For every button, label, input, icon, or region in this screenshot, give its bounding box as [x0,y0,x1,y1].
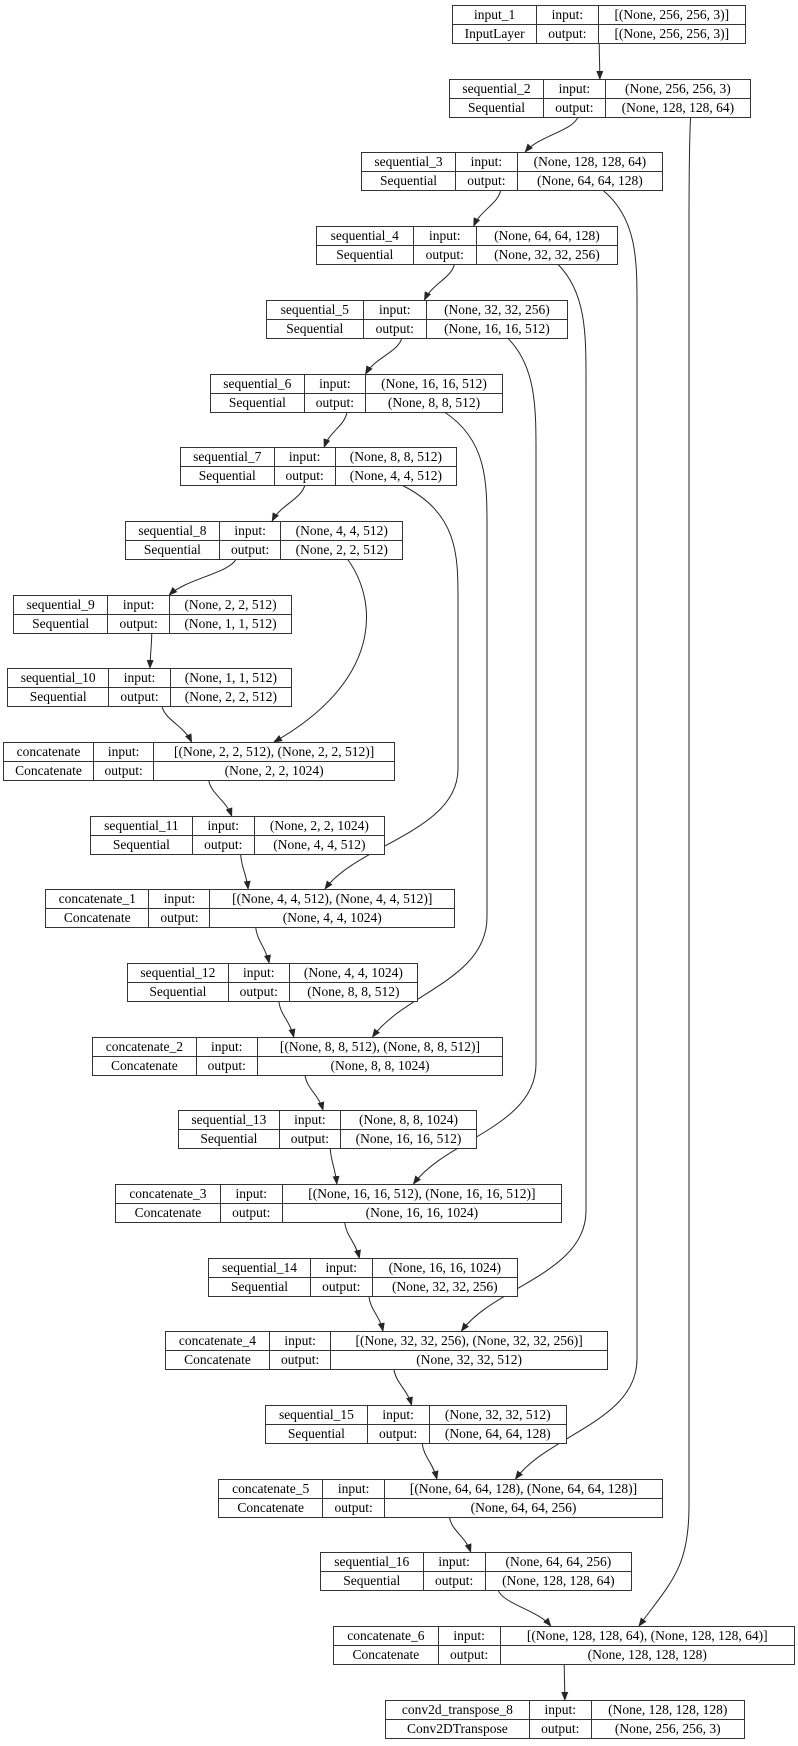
input-shape: [(None, 4, 4, 512), (None, 4, 4, 512)] [210,890,455,909]
edge-sequential_14-to-concatenate_4 [369,1296,383,1331]
input-label: input: [537,6,598,25]
node-sequential_6 [210,374,503,413]
layer-name: conv2d_transpose_8 [386,1701,530,1720]
edge-concatenate-to-sequential_11 [209,780,232,816]
input-shape: (None, 16, 16, 1024) [372,1259,517,1278]
input-shape: [(None, 128, 128, 64), (None, 128, 128, 64)] [500,1627,795,1646]
output-label: output: [109,688,170,707]
node-concatenate_4 [165,1331,608,1370]
input-label: input: [544,80,606,99]
layer-name: concatenate [4,743,94,762]
layer-class: Concatenate [4,762,94,781]
edge-sequential_9-to-sequential_10 [150,633,152,668]
layer-name: sequential_8 [126,522,220,541]
output-shape: (None, 16, 16, 512) [426,320,567,339]
input-label: input: [219,522,281,541]
layer-name: concatenate_4 [166,1332,270,1351]
node-sequential_10 [7,668,292,707]
output-shape: [(None, 256, 256, 3)] [598,25,745,44]
edge-sequential_2-to-sequential_3 [525,117,578,152]
input-shape: (None, 8, 8, 512) [335,448,456,467]
output-shape: (None, 2, 2, 1024) [154,762,395,781]
layer-class: Sequential [266,1425,368,1444]
input-shape: (None, 8, 8, 1024) [340,1111,476,1130]
output-shape: (None, 64, 64, 128) [429,1425,566,1444]
output-label: output: [196,1057,257,1076]
layer-name: sequential_16 [321,1553,424,1572]
node-concatenate_2 [92,1037,503,1076]
output-label: output: [269,1351,330,1370]
input-label: input: [109,669,170,688]
input-label: input: [228,964,289,983]
input-label: input: [310,1259,372,1278]
layer-name: input_1 [453,6,537,25]
input-label: input: [323,1480,385,1499]
layer-class: Concatenate [46,909,149,928]
output-shape: (None, 128, 128, 64) [485,1572,631,1591]
edge-sequential_2-to-concatenate_6 [639,117,691,1626]
input-shape: (None, 64, 64, 128) [476,227,617,246]
layer-name: concatenate_1 [46,890,149,909]
edge-sequential_16-to-concatenate_6 [498,1590,551,1626]
input-label: input: [367,1406,429,1425]
edge-sequential_6-to-sequential_7 [324,412,347,447]
layer-class: Sequential [209,1278,311,1297]
layer-class: Concatenate [334,1646,439,1665]
layer-class: Concatenate [219,1499,323,1518]
edge-concatenate_5-to-sequential_16 [449,1517,470,1552]
output-shape: (None, 32, 32, 256) [476,246,617,265]
node-concatenate_1 [45,889,455,928]
node-sequential_8 [125,521,403,560]
input-shape: [(None, 256, 256, 3)] [598,6,745,25]
layer-class: Sequential [211,394,305,413]
layer-name: sequential_2 [450,80,544,99]
node-conv2d_transpose_8 [385,1700,745,1739]
input-shape: (None, 256, 256, 3) [605,80,750,99]
layer-name: sequential_9 [14,596,108,615]
output-shape: (None, 8, 8, 512) [289,983,417,1002]
input-label: input: [269,1332,330,1351]
node-sequential_14 [208,1258,518,1297]
input-shape: [(None, 64, 64, 128), (None, 64, 64, 128)] [385,1480,663,1499]
layer-class: Sequential [181,467,275,486]
input-label: input: [279,1111,340,1130]
edge-sequential_15-to-concatenate_5 [422,1443,437,1479]
output-shape: (None, 8, 8, 1024) [257,1057,502,1076]
layer-class: Sequential [317,246,414,265]
output-label: output: [323,1499,385,1518]
output-label: output: [363,320,426,339]
input-label: input: [94,743,154,762]
node-concatenate_5 [218,1479,663,1518]
node-sequential_5 [266,300,568,339]
output-label: output: [108,615,170,634]
output-shape: (None, 64, 64, 128) [517,172,662,191]
input-shape: (None, 2, 2, 1024) [254,817,384,836]
layer-name: concatenate_5 [219,1480,323,1499]
edge-concatenate_1-to-sequential_12 [256,927,270,963]
output-shape: (None, 8, 8, 512) [366,394,503,413]
output-label: output: [529,1720,591,1739]
layer-name: sequential_10 [8,669,109,688]
edge-input_1-to-sequential_2 [599,43,600,79]
edge-concatenate_2-to-sequential_13 [305,1075,323,1110]
output-shape: (None, 64, 64, 256) [385,1499,663,1518]
edge-sequential_4-to-concatenate_4 [462,264,587,1331]
layer-name: sequential_5 [267,301,364,320]
output-shape: (None, 4, 4, 512) [335,467,456,486]
node-sequential_9 [13,595,292,634]
edge-sequential_10-to-concatenate [162,706,192,742]
input-shape: (None, 128, 128, 64) [517,153,662,172]
input-shape: [(None, 8, 8, 512), (None, 8, 8, 512)] [257,1038,502,1057]
layer-name: sequential_11 [91,817,193,836]
input-shape: (None, 16, 16, 512) [366,375,503,394]
output-label: output: [94,762,154,781]
input-shape: (None, 2, 2, 512) [169,596,291,615]
node-concatenate [3,742,395,781]
input-label: input: [456,153,518,172]
layer-name: sequential_6 [211,375,305,394]
edge-sequential_5-to-sequential_6 [366,338,402,374]
input-label: input: [413,227,476,246]
output-shape: (None, 4, 4, 1024) [210,909,455,928]
output-label: output: [413,246,476,265]
edge-sequential_13-to-concatenate_3 [330,1148,337,1184]
input-shape: (None, 64, 64, 256) [485,1553,631,1572]
input-shape: [(None, 16, 16, 512), (None, 16, 16, 512)] [282,1185,561,1204]
layer-class: Concatenate [116,1204,221,1223]
input-label: input: [304,375,365,394]
output-label: output: [192,836,254,855]
layer-name: sequential_13 [179,1111,280,1130]
input-label: input: [192,817,254,836]
output-label: output: [304,394,365,413]
output-label: output: [537,25,598,44]
output-label: output: [274,467,335,486]
output-label: output: [228,983,289,1002]
edge-sequential_8-to-concatenate [274,559,367,742]
layer-class: Concatenate [93,1057,197,1076]
output-shape: (None, 16, 16, 1024) [282,1204,561,1223]
node-sequential_13 [178,1110,477,1149]
layer-class: Sequential [179,1130,280,1149]
output-label: output: [220,1204,282,1223]
edge-sequential_8-to-sequential_9 [169,559,236,595]
node-concatenate_3 [115,1184,562,1223]
input-shape: (None, 4, 4, 1024) [289,964,417,983]
input-shape: (None, 32, 32, 256) [426,301,567,320]
output-shape: (None, 128, 128, 128) [500,1646,795,1665]
output-shape: (None, 32, 32, 256) [372,1278,517,1297]
layer-class: Sequential [450,99,544,118]
node-sequential_4 [316,226,618,265]
layer-class: Sequential [8,688,109,707]
input-label: input: [220,1185,282,1204]
layer-name: concatenate_2 [93,1038,197,1057]
layer-name: sequential_12 [128,964,229,983]
node-sequential_15 [265,1405,567,1444]
output-label: output: [279,1130,340,1149]
layer-name: sequential_15 [266,1406,368,1425]
output-shape: (None, 32, 32, 512) [331,1351,608,1370]
input-label: input: [363,301,426,320]
layer-class: Sequential [128,983,229,1002]
layer-name: sequential_4 [317,227,414,246]
input-shape: (None, 4, 4, 512) [281,522,403,541]
layer-class: Conv2DTranspose [386,1720,530,1739]
input-shape: (None, 128, 128, 128) [591,1701,744,1720]
edge-sequential_4-to-sequential_5 [425,264,455,300]
output-label: output: [367,1425,429,1444]
output-shape: (None, 2, 2, 512) [170,688,291,707]
layer-class: InputLayer [453,25,537,44]
input-label: input: [196,1038,257,1057]
edge-sequential_3-to-sequential_4 [474,190,501,226]
node-sequential_3 [361,152,663,191]
input-label: input: [274,448,335,467]
output-shape: (None, 1, 1, 512) [169,615,291,634]
input-label: input: [149,890,210,909]
edge-sequential_12-to-concatenate_2 [279,1001,294,1037]
layer-class: Concatenate [166,1351,270,1370]
node-input_1 [452,5,746,44]
edge-sequential_6-to-concatenate_2 [373,412,488,1037]
output-shape: (None, 2, 2, 512) [281,541,403,560]
input-shape: [(None, 2, 2, 512), (None, 2, 2, 512)] [154,743,395,762]
output-label: output: [423,1572,485,1591]
output-shape: (None, 256, 256, 3) [591,1720,744,1739]
edge-concatenate_6-to-conv2d_transpose_8 [564,1664,565,1700]
node-sequential_2 [449,79,751,118]
layer-class: Sequential [14,615,108,634]
edge-concatenate_4-to-sequential_15 [394,1369,412,1405]
layer-class: Sequential [126,541,220,560]
output-shape: (None, 4, 4, 512) [254,836,384,855]
output-shape: (None, 128, 128, 64) [605,99,750,118]
output-label: output: [219,541,281,560]
output-label: output: [438,1646,500,1665]
input-shape: (None, 1, 1, 512) [170,669,291,688]
input-shape: [(None, 32, 32, 256), (None, 32, 32, 256)] [331,1332,608,1351]
edge-sequential_7-to-sequential_8 [272,485,305,521]
output-label: output: [149,909,210,928]
input-label: input: [438,1627,500,1646]
layer-name: concatenate_3 [116,1185,221,1204]
edge-sequential_11-to-concatenate_1 [241,854,249,889]
node-sequential_12 [127,963,418,1002]
edge-sequential_3-to-concatenate_5 [516,190,638,1479]
output-label: output: [456,172,518,191]
input-label: input: [529,1701,591,1720]
node-sequential_7 [180,447,457,486]
input-shape: (None, 32, 32, 512) [429,1406,566,1425]
output-label: output: [544,99,606,118]
layer-name: concatenate_6 [334,1627,439,1646]
input-label: input: [423,1553,485,1572]
output-label: output: [310,1278,372,1297]
layer-class: Sequential [321,1572,424,1591]
layer-class: Sequential [91,836,193,855]
input-label: input: [108,596,170,615]
layer-name: sequential_7 [181,448,275,467]
edge-concatenate_3-to-sequential_14 [345,1222,360,1258]
node-sequential_16 [320,1552,632,1591]
output-shape: (None, 16, 16, 512) [340,1130,476,1149]
layer-name: sequential_3 [362,153,456,172]
layer-class: Sequential [267,320,364,339]
node-sequential_11 [90,816,385,855]
node-concatenate_6 [333,1626,795,1665]
layer-name: sequential_14 [209,1259,311,1278]
layer-class: Sequential [362,172,456,191]
